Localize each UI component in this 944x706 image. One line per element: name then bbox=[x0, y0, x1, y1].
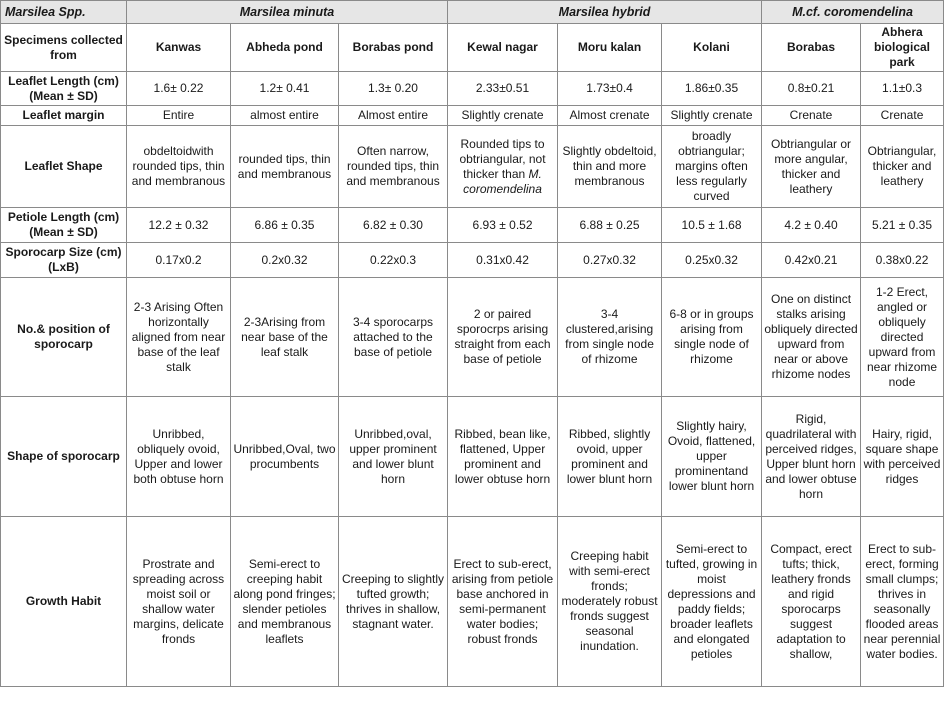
row-label: Growth Habit bbox=[1, 517, 127, 687]
table-cell: 1.1±0.3 bbox=[861, 72, 944, 106]
table-cell: Semi-erect to tufted, growing in moist depressions and paddy fields; broader leaflets and elongated petioles bbox=[662, 517, 762, 687]
table-cell: Creeping habit with semi-erect fronds; moderately robust fronds suggest seasonal inundation. bbox=[558, 517, 662, 687]
table-cell: Slightly hairy, Ovoid, flattened, upper prominentand lower blunt horn bbox=[662, 397, 762, 517]
table-cell: Borabas bbox=[762, 24, 861, 72]
table-cell: 1.73±0.4 bbox=[558, 72, 662, 106]
row-leaflet-length bbox=[1, 72, 944, 106]
row-sporocarp-position bbox=[1, 278, 944, 397]
table-cell: Unribbed,Oval, two procumbents bbox=[231, 397, 339, 517]
row-petiole-length bbox=[1, 208, 944, 243]
table-cell: rounded tips, thin and membranous bbox=[231, 126, 339, 208]
table-cell: broadly obtriangular; margins often less regularly curved bbox=[662, 126, 762, 208]
table-cell: 0.8±0.21 bbox=[762, 72, 861, 106]
table-cell: 0.22x0.3 bbox=[339, 243, 448, 278]
table-cell: obdeltoidwith rounded tips, thin and membranous bbox=[127, 126, 231, 208]
species-header-row bbox=[1, 1, 944, 24]
table-cell: Kolani bbox=[662, 24, 762, 72]
table-cell: Erect to sub-erect, forming small clumps; thrives in seasonally flooded areas near perennial water bodies. bbox=[861, 517, 944, 687]
table-cell: Unribbed, obliquely ovoid, Upper and lower both obtuse horn bbox=[127, 397, 231, 517]
row-leaflet-margin bbox=[1, 106, 944, 126]
table-cell: 2-3Arising from near base of the leaf stalk bbox=[231, 278, 339, 397]
table-cell: Obtriangular, thicker and leathery bbox=[861, 126, 944, 208]
table-cell: 0.17x0.2 bbox=[127, 243, 231, 278]
row-label: Shape of sporocarp bbox=[1, 397, 127, 517]
table-cell: Prostrate and spreading across moist soil or shallow water margins, delicate fronds bbox=[127, 517, 231, 687]
table-cell: 0.25x0.32 bbox=[662, 243, 762, 278]
row-specimens bbox=[1, 24, 944, 72]
table-cell: 6.86 ± 0.35 bbox=[231, 208, 339, 243]
table-cell: Slightly crenate bbox=[662, 106, 762, 126]
row-label: Sporocarp Size (cm) (LxB) bbox=[1, 243, 127, 278]
table-cell: 0.2x0.32 bbox=[231, 243, 339, 278]
table-cell: Erect to sub-erect, arising from petiole base anchored in semi-permanent water bodies; robust fronds bbox=[448, 517, 558, 687]
species-column-header: Marsilea Spp. bbox=[1, 1, 127, 24]
table-cell: 3-4 sporocarps attached to the base of petiole bbox=[339, 278, 448, 397]
table-cell: Moru kalan bbox=[558, 24, 662, 72]
table-cell: Compact, erect tufts; thick, leathery fronds and rigid sporocarps suggest adaptation to shallow, bbox=[762, 517, 861, 687]
group-header-minuta: Marsilea minuta bbox=[127, 1, 448, 24]
row-label: Leaflet Shape bbox=[1, 126, 127, 208]
table-cell: 5.21 ± 0.35 bbox=[861, 208, 944, 243]
table-cell: 1.6± 0.22 bbox=[127, 72, 231, 106]
table-cell: Abhera biological park bbox=[861, 24, 944, 72]
table-cell: One on distinct stalks arising obliquely directed upward from near or above rhizome nodes bbox=[762, 278, 861, 397]
table-cell: Unribbed,oval, upper prominent and lower blunt horn bbox=[339, 397, 448, 517]
group-header-coromendelina: M.cf. coromendelina bbox=[762, 1, 944, 24]
table-cell: Often narrow, rounded tips, thin and membranous bbox=[339, 126, 448, 208]
table-cell: 1.2± 0.41 bbox=[231, 72, 339, 106]
table-cell: 2.33±0.51 bbox=[448, 72, 558, 106]
table-cell: 6-8 or in groups arising from single node of rhizome bbox=[662, 278, 762, 397]
table-cell: Hairy, rigid, square shape with perceived ridges bbox=[861, 397, 944, 517]
table-cell: 0.38x0.22 bbox=[861, 243, 944, 278]
table-cell: 0.31x0.42 bbox=[448, 243, 558, 278]
table-cell: Slightly crenate bbox=[448, 106, 558, 126]
table-cell: 4.2 ± 0.40 bbox=[762, 208, 861, 243]
table-cell: 1-2 Erect, angled or obliquely directed upward from near rhizome node bbox=[861, 278, 944, 397]
row-label: Leaflet margin bbox=[1, 106, 127, 126]
table-cell: 6.82 ± 0.30 bbox=[339, 208, 448, 243]
table-cell: Obtriangular or more angular, thicker and leathery bbox=[762, 126, 861, 208]
table-cell: Slightly obdeltoid, thin and more membranous bbox=[558, 126, 662, 208]
table-cell bbox=[448, 126, 558, 208]
table-cell: Semi-erect to creeping habit along pond fringes; slender petioles and membranous leaflets bbox=[231, 517, 339, 687]
row-label: Leaflet Length (cm) (Mean ± SD) bbox=[1, 72, 127, 106]
row-growth-habit bbox=[1, 517, 944, 687]
table-cell: 2 or paired sporocrps arising straight from each base of petiole bbox=[448, 278, 558, 397]
row-sporocarp-shape bbox=[1, 397, 944, 517]
row-label: Petiole Length (cm) (Mean ± SD) bbox=[1, 208, 127, 243]
table-cell: 10.5 ± 1.68 bbox=[662, 208, 762, 243]
species-name-italic: M. coromendelina bbox=[463, 166, 542, 196]
table-cell: 2-3 Arising Often horizontally aligned from near base of the leaf stalk bbox=[127, 278, 231, 397]
table-cell: 6.88 ± 0.25 bbox=[558, 208, 662, 243]
row-label: No.& position of sporocarp bbox=[1, 278, 127, 397]
table-cell: Almost crenate bbox=[558, 106, 662, 126]
table-cell: 12.2 ± 0.32 bbox=[127, 208, 231, 243]
table-cell: 0.42x0.21 bbox=[762, 243, 861, 278]
table-cell: 0.27x0.32 bbox=[558, 243, 662, 278]
table-cell: Rigid, quadrilateral with perceived ridges, Upper blunt horn and lower obtuse horn bbox=[762, 397, 861, 517]
cell-text: Rounded tips to obtriangular, not thicker than bbox=[459, 136, 546, 181]
row-sporocarp-size bbox=[1, 243, 944, 278]
table-cell: Borabas pond bbox=[339, 24, 448, 72]
table-cell: 3-4 clustered,arising from single node of rhizome bbox=[558, 278, 662, 397]
row-label: Specimens collected from bbox=[1, 24, 127, 72]
table-cell: Crenate bbox=[762, 106, 861, 126]
table-cell: Almost entire bbox=[339, 106, 448, 126]
table-cell: 1.3± 0.20 bbox=[339, 72, 448, 106]
group-header-hybrid: Marsilea hybrid bbox=[448, 1, 762, 24]
table-cell: Creeping to slightly tufted growth; thrives in shallow, stagnant water. bbox=[339, 517, 448, 687]
table-cell: Crenate bbox=[861, 106, 944, 126]
table-cell: almost entire bbox=[231, 106, 339, 126]
table-cell: 1.86±0.35 bbox=[662, 72, 762, 106]
row-leaflet-shape bbox=[1, 126, 944, 208]
table-cell: Ribbed, bean like, flattened, Upper prominent and lower obtuse horn bbox=[448, 397, 558, 517]
table-cell: Abheda pond bbox=[231, 24, 339, 72]
table-cell: Kanwas bbox=[127, 24, 231, 72]
table-cell: Kewal nagar bbox=[448, 24, 558, 72]
table-cell: Ribbed, slightly ovoid, upper prominent and lower blunt horn bbox=[558, 397, 662, 517]
table-cell: Entire bbox=[127, 106, 231, 126]
table-cell: 6.93 ± 0.52 bbox=[448, 208, 558, 243]
